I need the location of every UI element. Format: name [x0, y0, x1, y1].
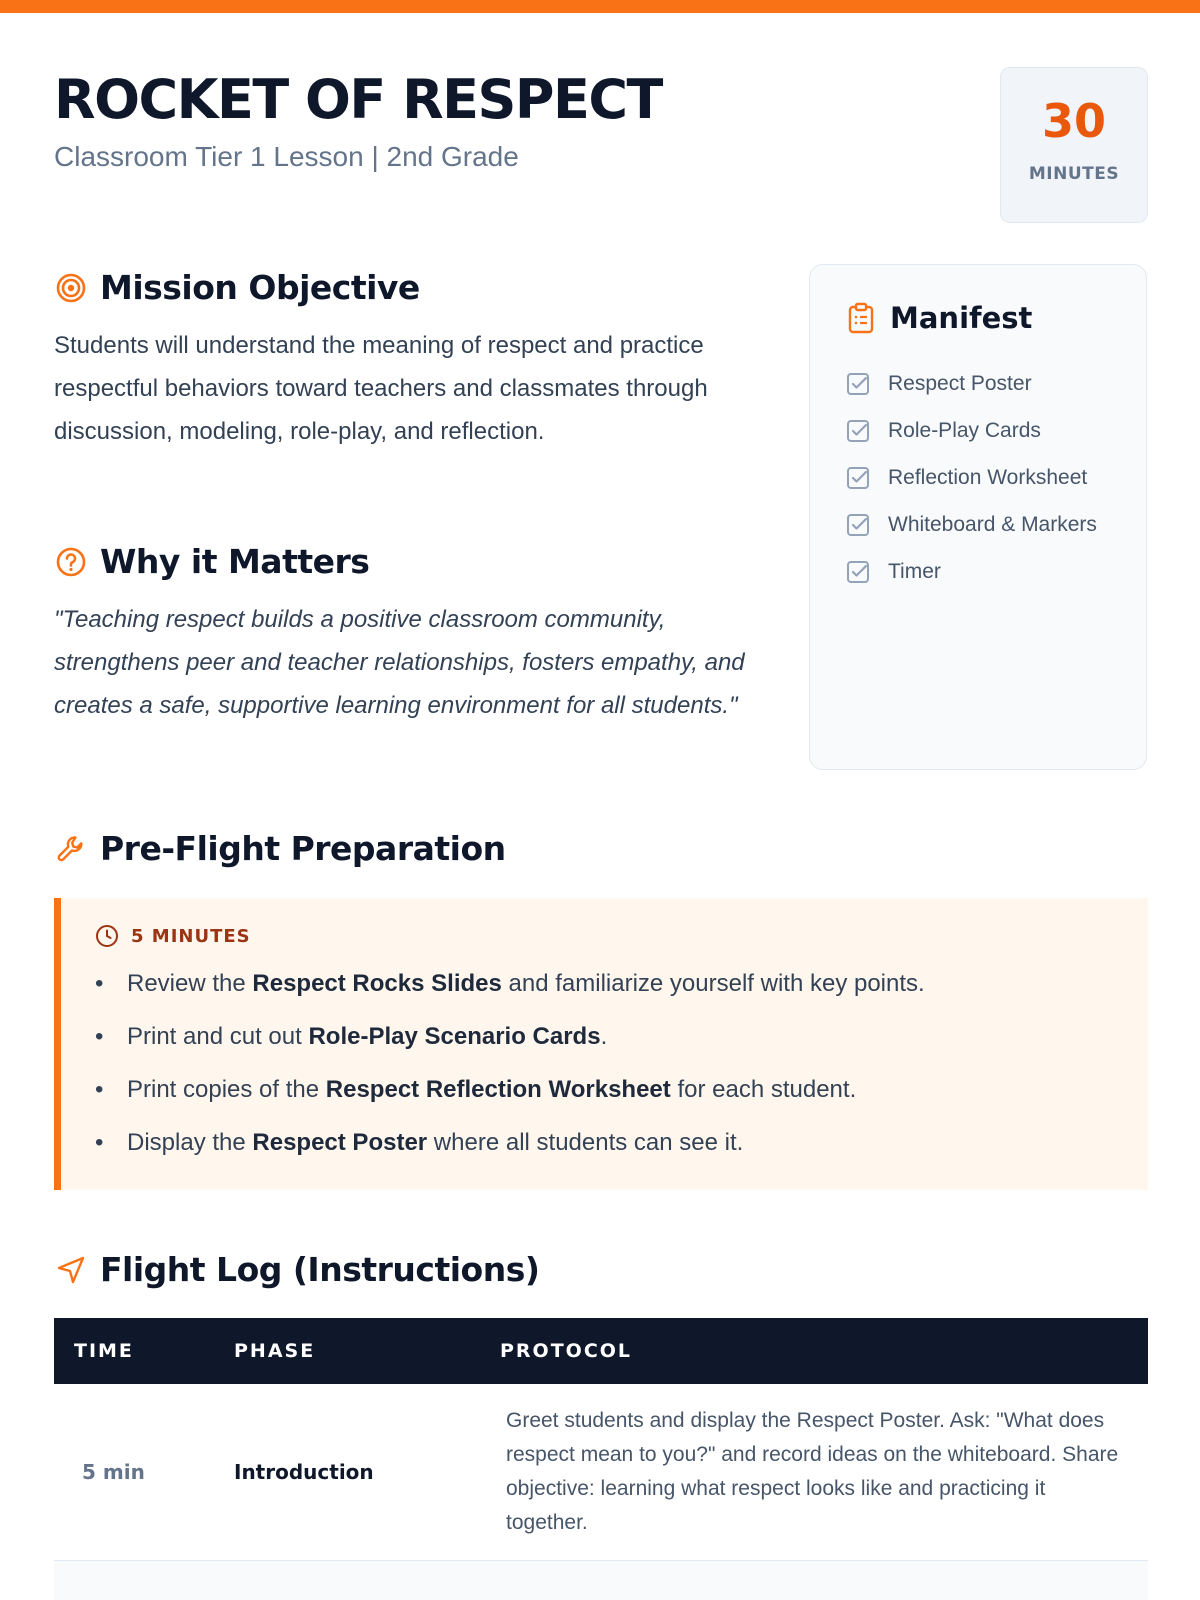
checkbox-checked-icon — [846, 414, 872, 447]
manifest-heading-row — [846, 301, 1032, 335]
navigation-arrow-icon — [54, 1253, 88, 1287]
preflight-item — [95, 1125, 925, 1161]
checkbox-checked-icon — [846, 367, 872, 400]
bullet: • — [95, 1023, 104, 1050]
objective-text: Students will understand the meaning of respect and practice respectful behaviors toward teachers and classmates through discussion, modeling, role-play, and reflection. — [54, 332, 708, 445]
manifest-item — [846, 461, 1136, 494]
wrench-icon — [54, 832, 88, 866]
flightlog-heading: Flight Log (Instructions) — [100, 1250, 540, 1289]
duration-value: 30 — [1041, 94, 1106, 148]
objective-heading: Mission Objective — [100, 268, 420, 307]
item-text: Review the — [127, 970, 253, 997]
table-row — [54, 1384, 1148, 1561]
item-text: for each student. — [670, 1076, 857, 1103]
item-emphasis: Respect Rocks Slides — [252, 970, 502, 997]
manifest-item — [846, 367, 1136, 400]
manifest-item-label: Timer — [888, 560, 941, 583]
section-preflight-heading — [54, 829, 506, 868]
preflight-time-row — [95, 924, 251, 948]
row-protocol: Greet students and display the Respect Poster. Ask: "What does respect mean to you?" and record ideas on the whiteboard. Share objective: learning what respect looks like and practicing it together. — [480, 1384, 1148, 1561]
preflight-heading: Pre-Flight Preparation — [100, 829, 506, 868]
lesson-header — [54, 68, 754, 174]
checkbox-checked-icon — [846, 461, 872, 494]
flightlog-table-wrap — [54, 1318, 1148, 1600]
duration-badge — [1000, 67, 1148, 223]
manifest-card — [809, 264, 1147, 770]
column-header-protocol: PROTOCOL — [500, 1340, 633, 1362]
item-text: and familiarize yourself with key points. — [501, 970, 925, 997]
manifest-item — [846, 555, 1136, 588]
item-emphasis: Respect Poster — [252, 1129, 428, 1156]
item-text: Display the — [127, 1129, 253, 1156]
checkbox-checked-icon — [846, 555, 872, 588]
manifest-item-label: Whiteboard & Markers — [888, 513, 1097, 536]
preflight-item — [95, 1019, 925, 1055]
column-header-time: TIME — [74, 1340, 134, 1362]
manifest-list — [846, 367, 1136, 602]
top-accent-bar — [0, 0, 1200, 13]
manifest-item-label: Role-Play Cards — [888, 419, 1041, 442]
manifest-heading: Manifest — [890, 301, 1033, 335]
why-heading: Why it Matters — [100, 542, 370, 581]
preflight-item — [95, 1072, 925, 1108]
checkbox-checked-icon — [846, 508, 872, 541]
item-text: where all students can see it. — [427, 1129, 744, 1156]
manifest-item — [846, 414, 1136, 447]
bullet: • — [95, 1076, 104, 1103]
duration-unit: MINUTES — [1028, 164, 1120, 184]
section-why-heading — [54, 542, 369, 581]
column-header-phase: PHASE — [234, 1340, 316, 1362]
table-row-partial — [54, 1561, 1148, 1600]
flightlog-table — [54, 1318, 1148, 1561]
preflight-callout — [54, 898, 1148, 1190]
bullet: • — [95, 1129, 104, 1156]
item-text: Print and cut out — [127, 1023, 309, 1050]
preflight-item — [95, 966, 925, 1002]
preflight-time: 5 MINUTES — [131, 925, 251, 947]
bullet: • — [95, 970, 104, 997]
section-objective-heading — [54, 268, 420, 307]
row-phase: Introduction — [214, 1384, 480, 1561]
item-emphasis: Role-Play Scenario Cards — [308, 1023, 601, 1050]
section-flightlog-heading — [54, 1250, 539, 1289]
table-header-row — [54, 1318, 1148, 1384]
clock-icon — [95, 924, 119, 948]
page-subtitle: Classroom Tier 1 Lesson | 2nd Grade — [54, 141, 519, 172]
page-title: ROCKET OF RESPECT — [54, 68, 662, 131]
preflight-list — [95, 966, 925, 1178]
manifest-item — [846, 508, 1136, 541]
why-quote: "Teaching respect builds a positive classroom community, strengthens peer and teacher relationships, fosters empathy, and creates a safe, supportive learning environment for all students." — [54, 606, 745, 719]
item-emphasis: Respect Reflection Worksheet — [325, 1076, 671, 1103]
manifest-item-label: Respect Poster — [888, 372, 1032, 395]
clipboard-icon — [846, 301, 876, 335]
help-circle-icon — [54, 545, 88, 579]
manifest-item-label: Reflection Worksheet — [888, 466, 1088, 489]
target-icon — [54, 271, 88, 305]
item-text: . — [600, 1023, 608, 1050]
row-time: 5 min — [54, 1384, 214, 1561]
item-text: Print copies of the — [127, 1076, 326, 1103]
